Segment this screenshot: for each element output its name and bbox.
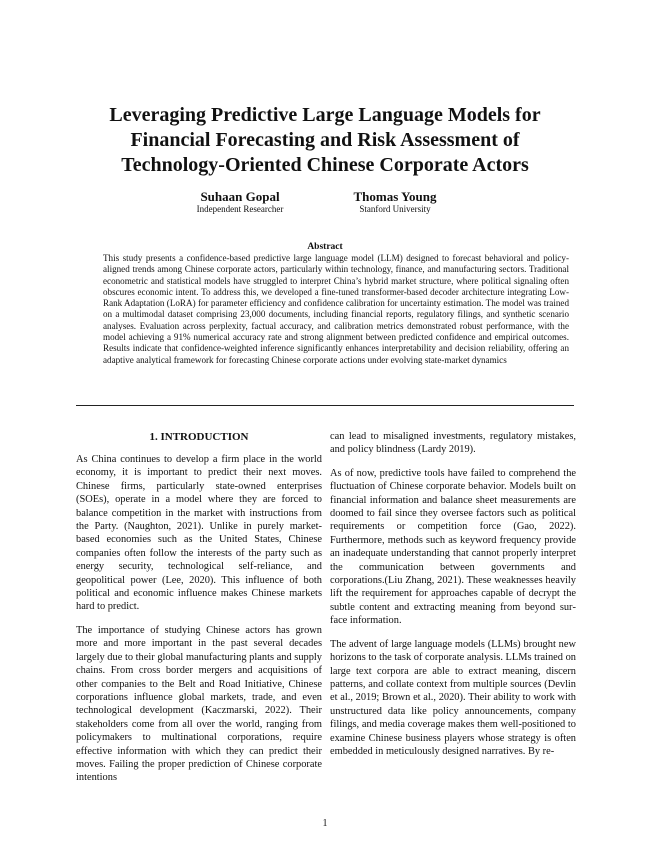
right-column bbox=[330, 430, 576, 768]
body-paragraph: The importance of studying Chinese actors has grown more and more important in the past several decades largely due to their global manufacturing plants and supply chains. From cross border mergers and acquisitions of other companies to the Belt and Road Initiative, Chinese corporations influence global markets, trade, and even technological development (Kaczmarski, 2022). Their stakeholders come from all over the world, ranging from policymakers to multinational corporations, require effective information with which they can predict their moves. Failing the proper prediction of Chinese corporate intentions bbox=[76, 624, 322, 784]
author-name: Suhaan Gopal bbox=[200, 189, 280, 204]
body-paragraph: can lead to misaligned investments, regulatory mistakes, and policy blindness (Lardy 2019). bbox=[330, 431, 576, 456]
author-block bbox=[180, 189, 300, 215]
author-name: Thomas Young bbox=[353, 189, 437, 204]
author-affiliation: Independent Researcher bbox=[196, 204, 284, 214]
author-affiliation: Stanford University bbox=[359, 204, 431, 214]
body-paragraph: As China continues to develop a firm place in the world economy, it is important to predict their next moves. Chinese firms, particularly state-owned enterprises (SOEs), operate in a model where they are forced to balance competition in the market with instructions from the Party. (Naughton, 2021). Unlike in purely market-based economies such as the United States, Chinese companies often follow the interests of the party such as energy security, technological self-reliance, and geopolitical power (Lee, 2020). This influence of both political and economic influence makes Chinese markets hard to predict. bbox=[76, 454, 322, 613]
author-block bbox=[320, 189, 470, 215]
section-divider bbox=[76, 405, 574, 406]
abstract-heading: Abstract bbox=[307, 242, 343, 252]
paper-title: Leveraging Predictive Large Language Models for Financial Forecasting and Risk Assessment of Technology-Oriented Chinese Corporate Actors bbox=[109, 104, 541, 176]
body-paragraph: As of now, predictive tools have failed to comprehend the fluctuation of Chinese corporate behavior. Models built on financial information and balance sheet measurements are doomed to fail since they oversee factors such as political requirements or competition force (Gao, 2022). Furthermore, methods such as keyword frequency provide an inadequate understanding that cannot properly interpret the communication between governments and corporations.(Liu Zhang, 2021). These weaknesses heavily lift the requirement for approaches capable of decrypt the subtle content and extracting meaning from beyond surface information. bbox=[330, 467, 576, 627]
page-number: 1 bbox=[322, 818, 328, 829]
body-paragraph: The advent of large language models (LLMs) brought new horizons to the task of corporate analysis. LLMs trained on large text corpora are able to extract meaning, discern patterns, and collate context from multiple sources (Devlin et al., 2019; Brown et al., 2020). Their ability to work with unstructured data like policy announcements, company filings, and media coverage makes them well-positioned to examine Chinese business players whose strategy is often embedded in meticulously designed narratives. By re- bbox=[330, 638, 576, 757]
section-heading: 1. INTRODUCTION bbox=[149, 431, 249, 443]
abstract-text: This study presents a confidence-based predictive large language model (LLM) designed to forecast behavioral and policy-aligned trends among Chinese corporate actors, particularly within technology, finance, and manufacturing sectors. Traditional econometric and statistical models have struggled to interpret China’s hybrid market structure, where political signaling often obscures economic intent. To address this, we developed a fine-tuned transformer-based decoder architecture integrating Low-Rank Adaptation (LoRA) for parameter efficiency and confidence calibration for uncertainty estimation. The model was trained on a multimodal dataset comprising 23,000 documents, including financial reports, regulatory filings, and synthetic scenario analyses. Evaluation across perplexity, factual accuracy, and calibration metrics demonstrated robust performance, with the model achieving a 91% numerical accuracy rate and strong alignment between predicted confidence and empirical outcomes. Results indicate that confidence-weighted inference significantly enhances interpretability and decision reliability, offering an adaptive analytical framework for forecasting Chinese corporate actions under evolving state-market dynamics bbox=[103, 253, 569, 365]
left-column bbox=[76, 430, 322, 795]
